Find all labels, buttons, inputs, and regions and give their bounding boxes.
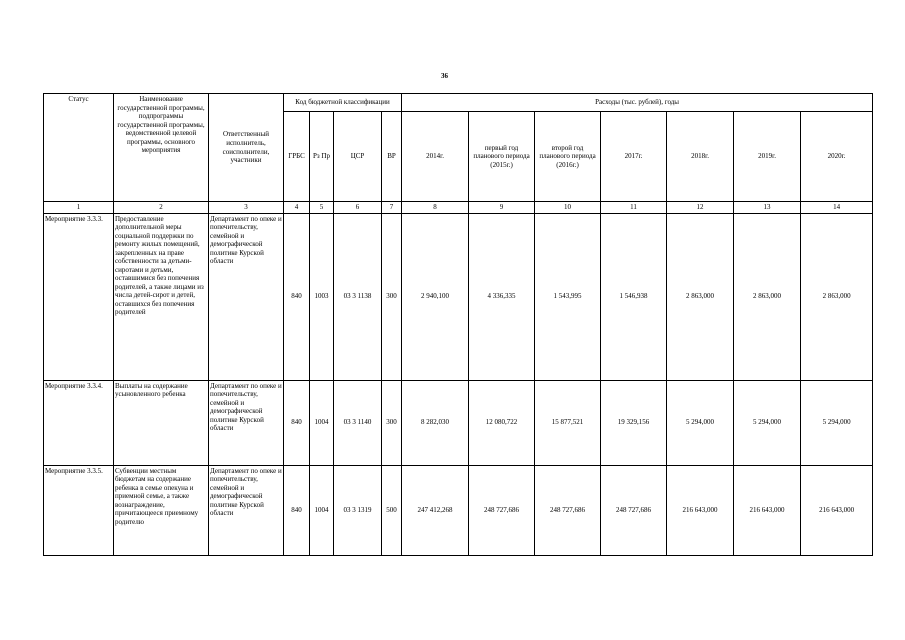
row-grbs: 840 (284, 380, 310, 465)
row-value-2020: 216 643,000 (801, 465, 873, 555)
header-year-2020: 2020г. (801, 112, 873, 202)
table-row (44, 213, 873, 380)
row-status: Мероприятие 3.3.4. (44, 380, 114, 465)
header-grbs: ГРБС (284, 112, 310, 202)
header-budget-code: Код бюджетной классификации (284, 94, 402, 112)
column-number-row (44, 202, 873, 214)
column-number: 11 (601, 202, 667, 214)
column-number: 14 (801, 202, 873, 214)
column-number: 4 (284, 202, 310, 214)
row-value-2018: 216 643,000 (667, 465, 734, 555)
column-number: 1 (44, 202, 114, 214)
row-grbs: 840 (284, 465, 310, 555)
row-status: Мероприятие 3.3.3. (44, 213, 114, 380)
header-vr: ВР (382, 112, 402, 202)
column-number: 10 (535, 202, 601, 214)
row-responsible: Департамент по опеке и попечительству, семейной и демографической политике Курской области (209, 465, 284, 555)
row-value-2017: 19 329,156 (601, 380, 667, 465)
column-number: 5 (310, 202, 334, 214)
row-value-2015: 4 336,335 (469, 213, 535, 380)
row-value-2018: 5 294,000 (667, 380, 734, 465)
row-value-2019: 2 863,000 (734, 213, 801, 380)
header-responsible: Ответственный исполнитель, соисполнители, участники (209, 94, 284, 202)
header-year-2018: 2018г. (667, 112, 734, 202)
header-year-2019: 2019г. (734, 112, 801, 202)
column-number: 2 (114, 202, 209, 214)
row-value-2016: 248 727,686 (535, 465, 601, 555)
row-value-2016: 1 543,995 (535, 213, 601, 380)
row-name: Выплаты на содержание усыновленного ребенка (114, 380, 209, 465)
row-value-2019: 5 294,000 (734, 380, 801, 465)
row-value-2020: 2 863,000 (801, 213, 873, 380)
budget-table (43, 93, 873, 556)
row-value-2015: 248 727,686 (469, 465, 535, 555)
row-responsible: Департамент по опеке и попечительству, семейной и демографической политике Курской области (209, 213, 284, 380)
row-value-2019: 216 643,000 (734, 465, 801, 555)
row-status: Мероприятие 3.3.5. (44, 465, 114, 555)
column-number: 13 (734, 202, 801, 214)
row-csr: 03 3 1138 (334, 213, 382, 380)
row-rzpr: 1004 (310, 465, 334, 555)
row-name: Субвенции местным бюджетам на содержание ребенка в семье опекуна и приемной семье, а также вознаграждение, причитающееся приемному родителю (114, 465, 209, 555)
header-status: Статус (44, 94, 114, 202)
row-value-2015: 12 080,722 (469, 380, 535, 465)
row-rzpr: 1003 (310, 213, 334, 380)
header-year-2014: 2014г. (402, 112, 469, 202)
row-responsible: Департамент по опеке и попечительству, семейной и демографической политике Курской области (209, 380, 284, 465)
row-value-2014: 2 940,100 (402, 213, 469, 380)
row-value-2014: 247 412,268 (402, 465, 469, 555)
row-csr: 03 3 1140 (334, 380, 382, 465)
row-name: Предоставление дополнительной меры социальной поддержки по ремонту жилых помещений, закрепленных на праве собственности за детьми-сиротами и детьми, оставшимися без попечения родителей, а также лицами из числа детей-сирот и детей, оставшихся без попечения родителей (114, 213, 209, 380)
row-vr: 300 (382, 380, 402, 465)
header-name: Наименование государственной программы, подпрограммы государственной программы, ведомственной целевой программы, основного мероприятия (114, 94, 209, 202)
column-number: 8 (402, 202, 469, 214)
row-value-2018: 2 863,000 (667, 213, 734, 380)
row-vr: 300 (382, 213, 402, 380)
header-expenses: Расходы (тыс. рублей), годы (402, 94, 873, 112)
column-number: 6 (334, 202, 382, 214)
row-grbs: 840 (284, 213, 310, 380)
table-row (44, 380, 873, 465)
row-value-2014: 8 282,030 (402, 380, 469, 465)
row-rzpr: 1004 (310, 380, 334, 465)
row-value-2016: 15 877,521 (535, 380, 601, 465)
column-number: 9 (469, 202, 535, 214)
header-year-2017: 2017г. (601, 112, 667, 202)
column-number: 3 (209, 202, 284, 214)
header-csr: ЦСР (334, 112, 382, 202)
row-value-2017: 248 727,686 (601, 465, 667, 555)
page-number: 36 (441, 72, 448, 80)
row-csr: 03 3 1319 (334, 465, 382, 555)
row-value-2020: 5 294,000 (801, 380, 873, 465)
column-number: 7 (382, 202, 402, 214)
table-row (44, 465, 873, 555)
header-year-2015: первый год планового периода (2015г.) (469, 112, 535, 202)
row-value-2017: 1 546,938 (601, 213, 667, 380)
column-number: 12 (667, 202, 734, 214)
row-vr: 500 (382, 465, 402, 555)
header-year-2016: второй год планового периода (2016г.) (535, 112, 601, 202)
header-rzpr: Рз Пр (310, 112, 334, 202)
